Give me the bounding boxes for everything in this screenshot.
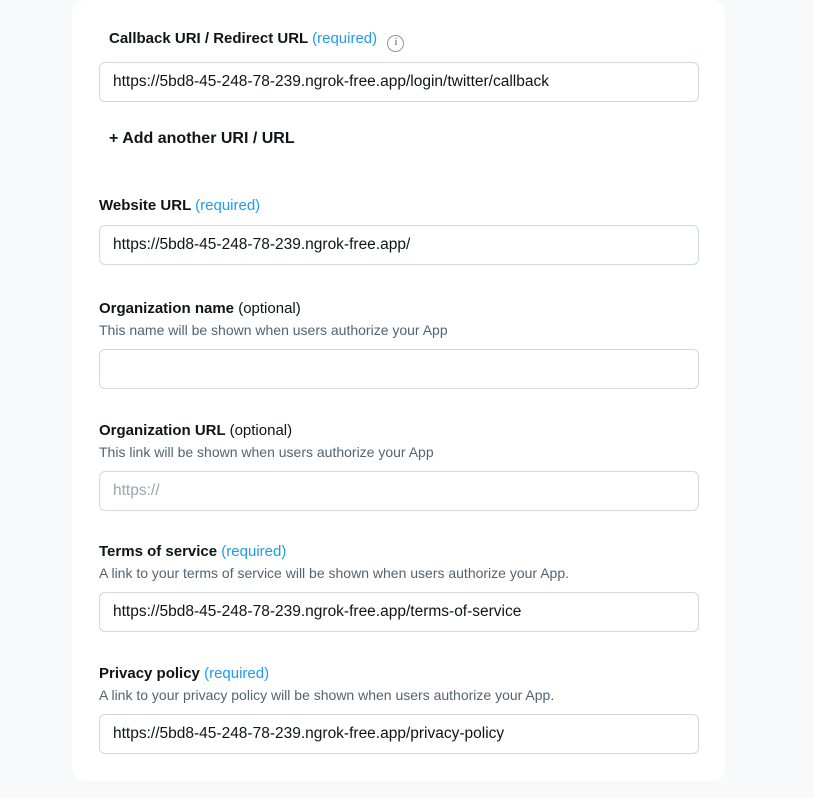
callback-uri-input[interactable] — [99, 62, 699, 102]
organization-name-helper: This name will be shown when users authorize your App — [99, 322, 448, 338]
organization-name-label-text: Organization name — [99, 300, 235, 317]
field-callback-uri — [99, 30, 699, 102]
field-website-url — [99, 197, 699, 265]
organization-url-helper: This link will be shown when users authorize your App — [99, 444, 434, 460]
callback-uri-label-text: Callback URI / Redirect URL — [109, 30, 308, 47]
terms-of-service-label — [99, 543, 699, 561]
field-terms-of-service — [99, 543, 699, 632]
website-url-required-tag: (required) — [195, 197, 261, 214]
terms-of-service-label-text: Terms of service — [99, 543, 218, 560]
privacy-policy-helper: A link to your privacy policy will be shown when users authorize your App. — [99, 687, 555, 703]
settings-card — [72, 0, 725, 781]
privacy-policy-required-tag: (required) — [204, 665, 270, 682]
organization-url-label-text: Organization URL — [99, 422, 226, 439]
field-privacy-policy — [99, 665, 699, 754]
callback-uri-required-tag: (required) — [312, 30, 378, 47]
organization-url-optional-tag: (optional) — [229, 422, 293, 439]
organization-name-label — [99, 300, 699, 318]
website-url-label-text: Website URL — [99, 197, 191, 214]
field-organization-url — [99, 422, 699, 511]
privacy-policy-label-text: Privacy policy — [99, 665, 200, 682]
privacy-policy-input[interactable] — [99, 714, 699, 754]
add-another-uri-button[interactable]: + Add another URI / URL — [109, 130, 295, 147]
terms-of-service-input[interactable] — [99, 592, 699, 632]
website-url-label — [99, 197, 699, 215]
website-url-input[interactable] — [99, 225, 699, 265]
terms-of-service-required-tag: (required) — [221, 543, 287, 560]
callback-uri-label — [109, 30, 699, 52]
organization-url-input[interactable] — [99, 471, 699, 511]
privacy-policy-label — [99, 665, 699, 683]
organization-name-input[interactable] — [99, 349, 699, 389]
info-icon[interactable]: i — [387, 35, 404, 52]
organization-name-optional-tag: (optional) — [238, 300, 301, 317]
organization-url-label — [99, 422, 699, 440]
terms-of-service-helper: A link to your terms of service will be shown when users authorize your App. — [99, 565, 569, 581]
field-organization-name — [99, 300, 699, 389]
